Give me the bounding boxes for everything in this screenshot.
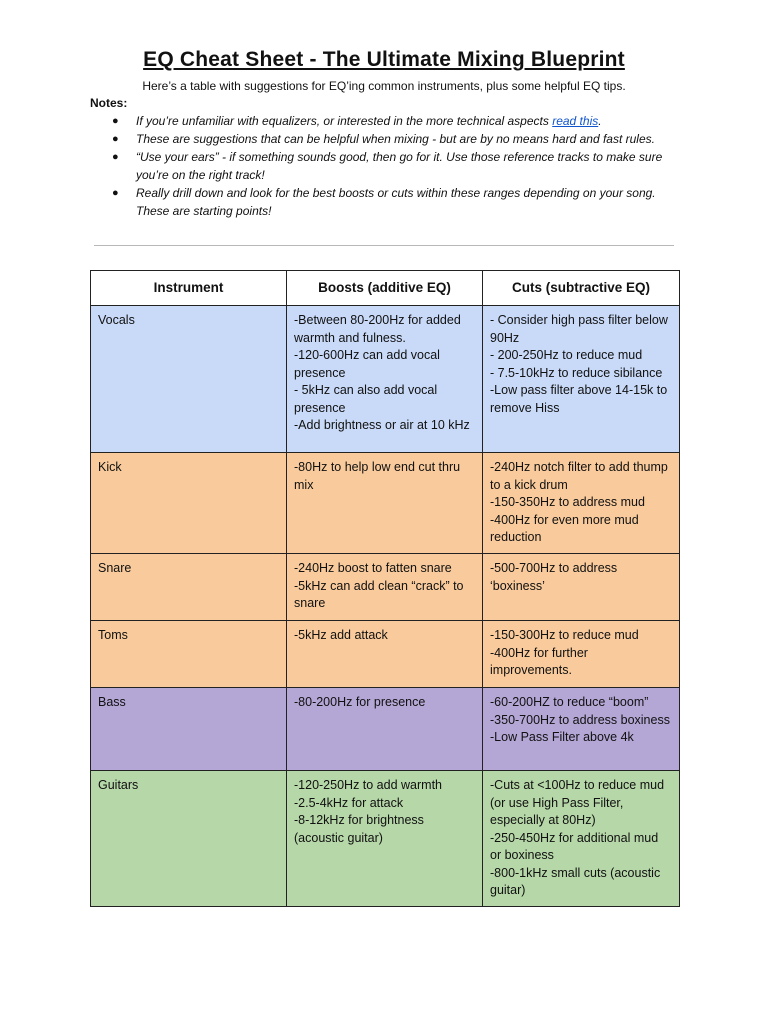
instrument-cell: Guitars xyxy=(91,771,287,907)
header-cuts: Cuts (subtractive EQ) xyxy=(483,271,680,306)
boosts-line: -8-12kHz for brightness (acoustic guitar) xyxy=(294,813,424,845)
bullet-icon: ● xyxy=(112,115,119,127)
boosts-line: -120-600Hz can add vocal presence xyxy=(294,348,440,380)
horizontal-divider xyxy=(94,245,674,246)
note-item xyxy=(110,112,670,130)
table-row xyxy=(91,306,680,453)
instrument-cell: Snare xyxy=(91,554,287,621)
boosts-cell xyxy=(287,688,483,771)
boosts-line: -80-200Hz for presence xyxy=(294,695,426,709)
boosts-line: -2.5-4kHz for attack xyxy=(294,795,404,810)
cuts-line: -500-700Hz to address ‘boxiness’ xyxy=(490,561,618,593)
table-row xyxy=(91,771,680,907)
cuts-line: -350-700Hz to address boxiness xyxy=(490,712,670,727)
note-text: “Use your ears” - if something sounds good, then go for it. Use those reference tracks to make sure you’re on the right track! xyxy=(136,150,663,182)
eq-table xyxy=(90,270,680,907)
cuts-line: -800-1kHz small cuts (acoustic guitar) xyxy=(490,865,661,897)
table-row xyxy=(91,688,680,771)
boosts-line: -240Hz boost to fatten snare xyxy=(294,561,452,575)
note-item xyxy=(110,184,670,220)
cuts-line: -250-450Hz for additional mud or boxiness xyxy=(490,830,659,862)
header-boosts: Boosts (additive EQ) xyxy=(287,271,483,306)
cuts-cell xyxy=(483,621,680,688)
notes-label: Notes: xyxy=(90,96,128,110)
cuts-cell xyxy=(483,771,680,907)
cuts-line: -60-200HZ to reduce “boom” xyxy=(490,695,649,709)
boosts-cell xyxy=(287,771,483,907)
bullet-icon: ● xyxy=(112,133,119,145)
instrument-cell: Bass xyxy=(91,688,287,771)
note-text: These are suggestions that can be helpful when mixing - but are by no means hard and fast rules. xyxy=(136,132,655,146)
boosts-line: -Between 80-200Hz for added warmth and fulness. xyxy=(294,313,461,345)
cuts-line: - Consider high pass filter below 90Hz xyxy=(490,313,668,345)
boosts-line: -5kHz can add clean “crack” to snare xyxy=(294,578,464,610)
boosts-cell xyxy=(287,621,483,688)
instrument-cell: Vocals xyxy=(91,306,287,453)
boosts-cell xyxy=(287,306,483,453)
notes-list xyxy=(110,112,670,220)
cuts-line: -400Hz for even more mud reduction xyxy=(490,512,639,544)
boosts-line: -80Hz to help low end cut thru mix xyxy=(294,460,461,492)
note-text: Really drill down and look for the best boosts or cuts within these ranges depending on your song. These are starting points! xyxy=(136,186,656,218)
note-item xyxy=(110,148,670,184)
cuts-line: - 7.5-10kHz to reduce sibilance xyxy=(490,365,663,380)
boosts-cell xyxy=(287,453,483,554)
cuts-line: -240Hz notch filter to add thump to a kick drum xyxy=(490,460,668,492)
boosts-line: -120-250Hz to add warmth xyxy=(294,778,442,792)
cuts-cell xyxy=(483,306,680,453)
boosts-line: -5kHz add attack xyxy=(294,628,388,642)
cuts-line: - 200-250Hz to reduce mud xyxy=(490,348,643,362)
cuts-line: -Cuts at <100Hz to reduce mud (or use High Pass Filter, especially at 80Hz) xyxy=(490,778,665,827)
cuts-cell xyxy=(483,554,680,621)
table-body xyxy=(91,306,680,907)
bullet-icon: ● xyxy=(112,187,119,199)
page-subtitle: Here’s a table with suggestions for EQ’ing common instruments, plus some helpful EQ tips. xyxy=(142,79,626,93)
bullet-icon: ● xyxy=(112,151,119,163)
cuts-cell xyxy=(483,453,680,554)
cuts-line: -Low Pass Filter above 4k xyxy=(490,730,634,744)
table-row xyxy=(91,453,680,554)
cuts-line: -150-350Hz to address mud xyxy=(490,495,645,509)
boosts-cell xyxy=(287,554,483,621)
note-item xyxy=(110,130,670,148)
page-title: EQ Cheat Sheet - The Ultimate Mixing Blueprint xyxy=(143,48,625,71)
instrument-cell: Toms xyxy=(91,621,287,688)
cuts-line: -Low pass filter above 14-15k to remove Hiss xyxy=(490,383,668,415)
table-header-row xyxy=(91,271,680,306)
boosts-line: - 5kHz can also add vocal presence xyxy=(294,383,438,415)
header-instrument: Instrument xyxy=(91,271,287,306)
boosts-line: -Add brightness or air at 10 kHz xyxy=(294,418,470,432)
instrument-cell: Kick xyxy=(91,453,287,554)
cuts-line: -400Hz for further improvements. xyxy=(490,645,588,677)
read-this-link[interactable]: read this xyxy=(552,114,599,128)
cuts-cell xyxy=(483,688,680,771)
note-text-end: . xyxy=(598,114,602,128)
cuts-line: -150-300Hz to reduce mud xyxy=(490,628,639,642)
table-row xyxy=(91,621,680,688)
note-text: If you’re unfamiliar with equalizers, or interested in the more technical aspects xyxy=(136,114,553,128)
table-row xyxy=(91,554,680,621)
